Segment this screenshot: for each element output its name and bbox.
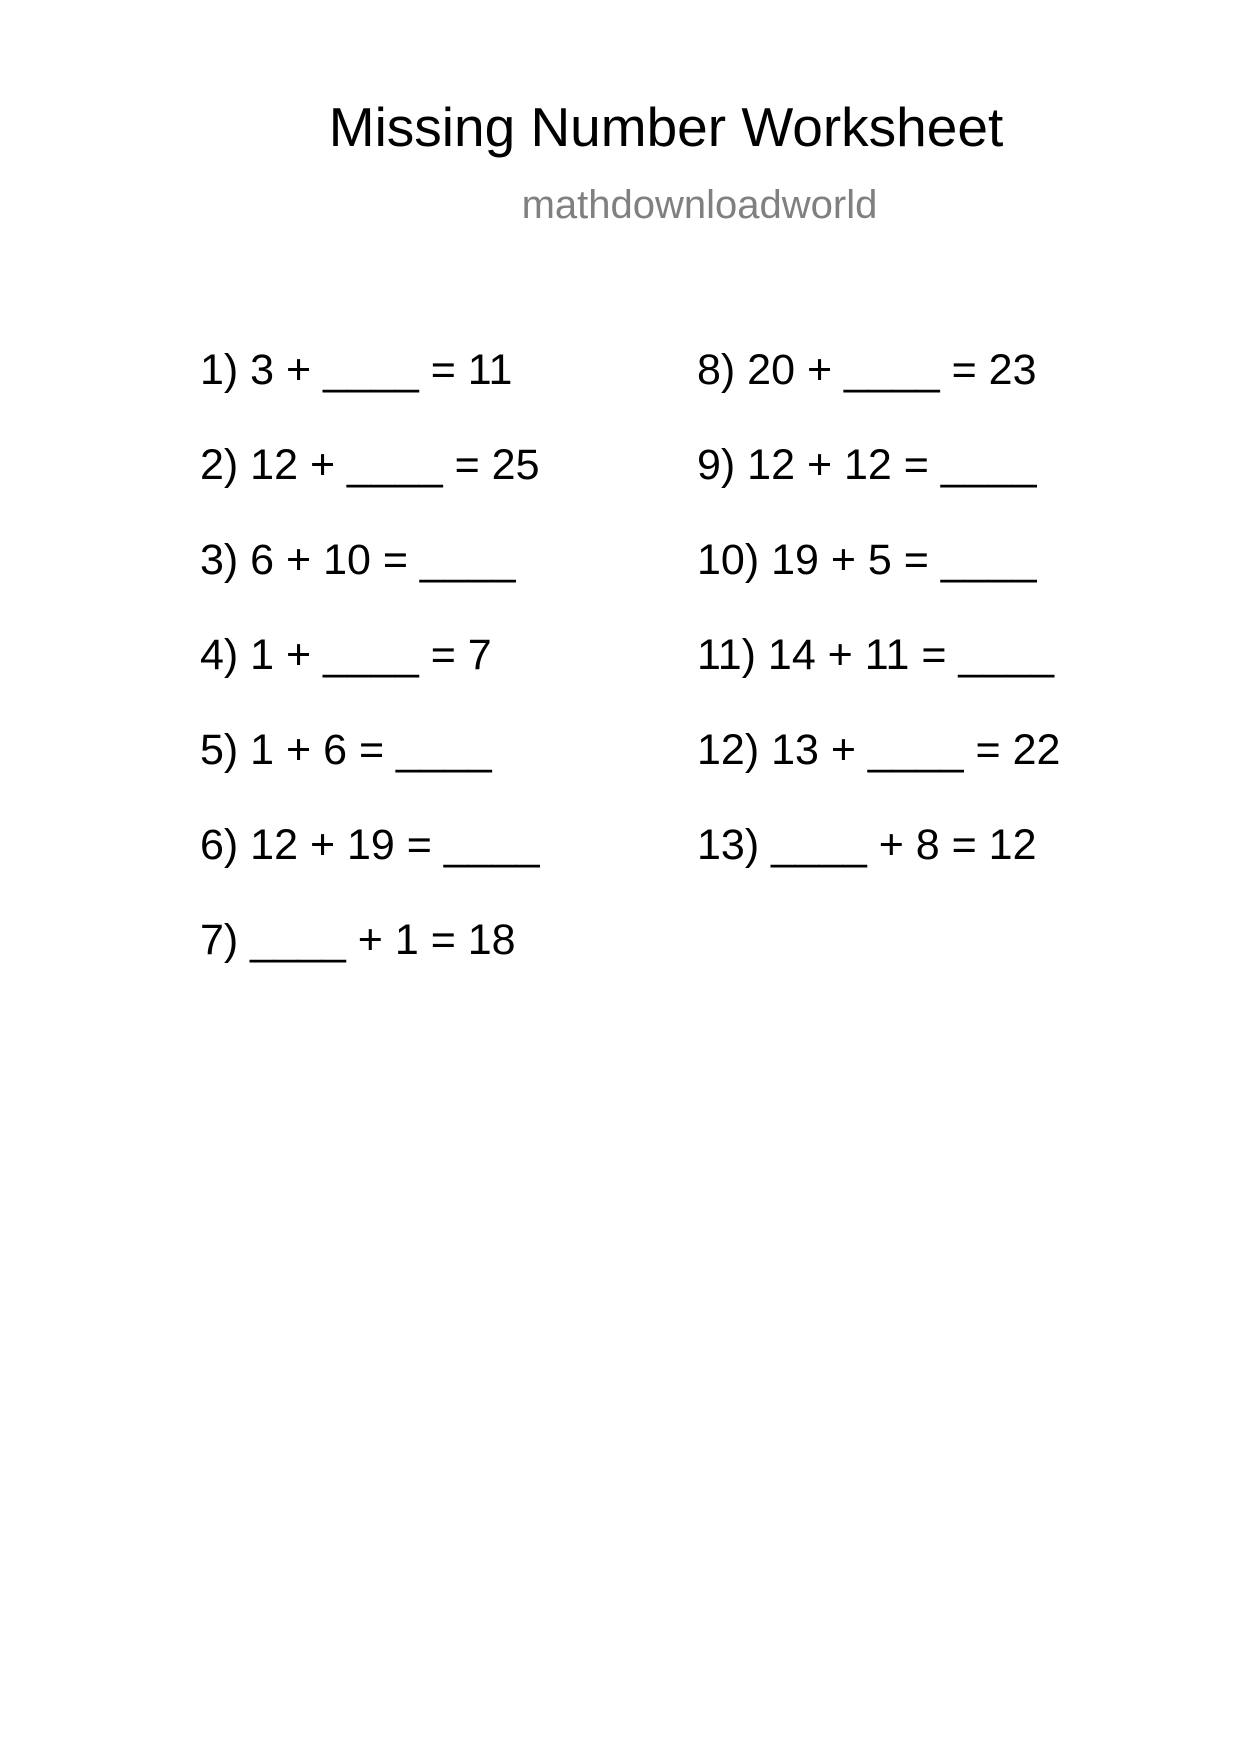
problem-item: 4) 1 + ____ = 7 [200, 631, 492, 679]
problem-item: 2) 12 + ____ = 25 [200, 441, 540, 489]
problem-item: 5) 1 + 6 = ____ [200, 726, 492, 774]
worksheet-source: mathdownloadworld [521, 183, 878, 227]
worksheet-title: Missing Number Worksheet [328, 96, 1004, 158]
problem-item: 13) ____ + 8 = 12 [697, 821, 1037, 869]
problem-item: 7) ____ + 1 = 18 [200, 916, 516, 964]
problem-item: 8) 20 + ____ = 23 [697, 346, 1037, 394]
problem-item: 9) 12 + 12 = ____ [697, 441, 1037, 489]
problem-item: 10) 19 + 5 = ____ [697, 536, 1037, 584]
problem-column-right [697, 345, 1060, 915]
problem-item: 3) 6 + 10 = ____ [200, 536, 516, 584]
problem-item: 12) 13 + ____ = 22 [697, 726, 1061, 774]
problem-item: 11) 14 + 11 = ____ [697, 631, 1055, 679]
problem-column-left [200, 345, 540, 1010]
problem-item: 1) 3 + ____ = 11 [200, 346, 513, 394]
problem-item: 6) 12 + 19 = ____ [200, 821, 540, 869]
